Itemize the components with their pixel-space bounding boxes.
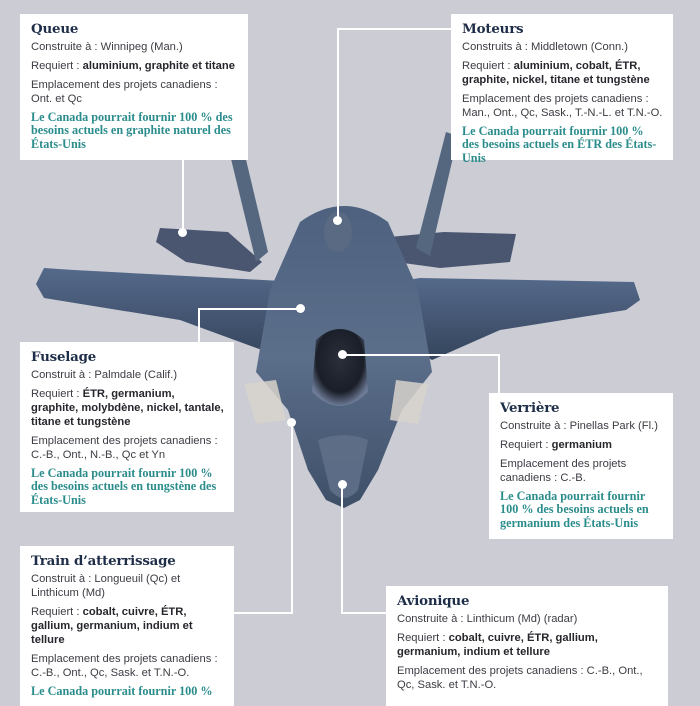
project-locations: Emplacement des projets canadiens : C.-B., Ont., Qc, Sask. et T.N.-O.	[397, 665, 643, 691]
connector-queue	[182, 160, 184, 232]
project-locations: Emplacement des projets canadiens : Ont. et Qc	[31, 79, 218, 105]
canopy	[312, 329, 368, 406]
callout-fuselage	[20, 342, 234, 512]
marker-moteurs	[333, 216, 342, 225]
required-materials: Requiert : aluminium, graphite et titane	[31, 60, 235, 72]
project-locations: Emplacement des projets canadiens : Man., Ont., Qc, Sask., T.-N.-L. et T.N.-O.	[462, 93, 663, 119]
built-location: Construit à : Palmdale (Calif.)	[31, 369, 178, 381]
supply-highlight: Le Canada pourrait fournir 100 % des besoins actuels en ÉTR des États-Unis	[462, 124, 657, 165]
connector-avionique-v	[341, 484, 343, 614]
supply-highlight: Le Canada pourrait fournir 100 % des besoins actuels en tungstène des États-Unis	[31, 466, 217, 507]
callout-title: Verrière	[500, 400, 560, 416]
callout-title: Train d’atterrissage	[31, 553, 176, 569]
left-stabilizer	[156, 228, 262, 272]
connector-fuselage-v	[198, 308, 200, 342]
callout-title: Fuselage	[31, 349, 97, 365]
callout-title: Avionique	[397, 593, 470, 609]
required-materials: Requiert : aluminium, cobalt, ÉTR, graphite, nickel, titane et tungstène	[462, 60, 650, 86]
required-materials: Requiert : cobalt, cuivre, ÉTR, gallium, germanium, indium et tellure	[31, 606, 193, 646]
supply-highlight: Le Canada pourrait fournir 100 %	[31, 684, 213, 698]
connector-train-h	[234, 612, 293, 614]
connector-verriere-v	[498, 354, 500, 394]
built-location: Construite à : Pinellas Park (Fl.)	[500, 420, 658, 432]
marker-fuselage	[296, 304, 305, 313]
required-materials: Requiert : cobalt, cuivre, ÉTR, gallium, germanium, indium et tellure	[397, 632, 598, 658]
connector-verriere-h	[342, 354, 500, 356]
callout-train-atterrissage	[20, 546, 234, 706]
project-locations: Emplacement des projets canadiens : C.-B., Ont., Qc, Sask. et T.N.-O.	[31, 653, 218, 679]
connector-moteurs-v	[337, 28, 339, 220]
callout-queue	[20, 14, 248, 160]
connector-moteurs-h	[337, 28, 451, 30]
callout-verriere	[489, 393, 673, 539]
connector-fuselage-h	[198, 308, 300, 310]
built-location: Construite à : Winnipeg (Man.)	[31, 41, 183, 53]
supply-highlight: Le Canada pourrait fournir 100 % des besoins actuels en germanium des États-Unis	[500, 489, 649, 530]
callout-moteurs	[451, 14, 673, 165]
right-intake	[390, 380, 428, 424]
marker-verriere	[338, 350, 347, 359]
callout-avionique	[386, 586, 668, 706]
connector-train-v	[291, 422, 293, 614]
connector-avionique-h	[341, 612, 389, 614]
callout-title: Moteurs	[462, 21, 524, 37]
project-locations: Emplacement des projets canadiens : C.-B.	[500, 458, 627, 484]
built-location: Construit à : Longueuil (Qc) et Linthicum (Md)	[31, 573, 181, 599]
built-location: Construite à : Linthicum (Md) (radar)	[397, 613, 578, 625]
supply-highlight: Le Canada pourrait fournir 100 % des besoins actuels en graphite naturel des États-Unis	[31, 110, 233, 151]
required-materials: Requiert : ÉTR, germanium, graphite, molybdène, nickel, tantale, titane et tungstène	[31, 388, 224, 428]
built-location: Construits à : Middletown (Conn.)	[462, 41, 629, 53]
project-locations: Emplacement des projets canadiens : C.-B., Ont., N.-B., Qc et Yn	[31, 435, 218, 461]
marker-queue	[178, 228, 187, 237]
marker-train	[287, 418, 296, 427]
callout-title: Queue	[31, 21, 79, 37]
required-materials: Requiert : germanium	[500, 439, 612, 451]
marker-avionique	[338, 480, 347, 489]
